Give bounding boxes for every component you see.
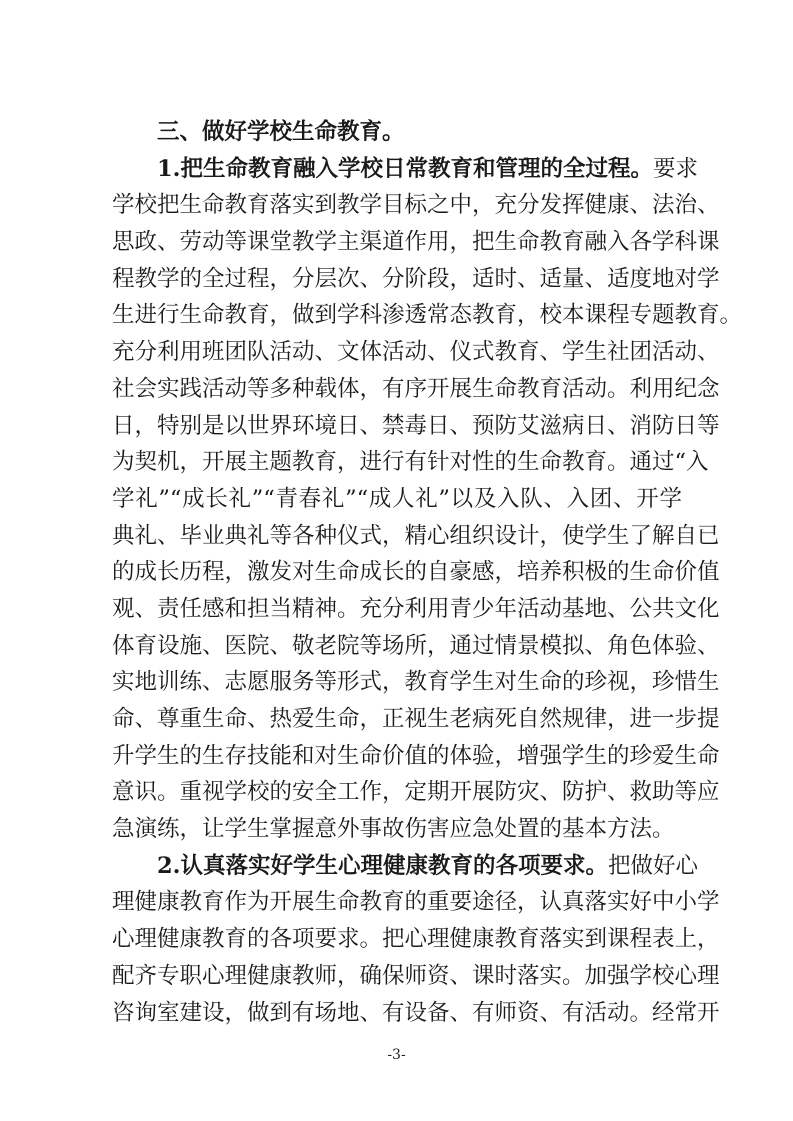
subsection-2-title: 2.认真落实好学生心理健康教育的各项要求。 — [157, 852, 608, 879]
paragraph-1-line: 日，特别是以世界环境日、禁毒日、预防艾滋病日、消防日等 — [112, 412, 720, 439]
paragraph-2-line: 理健康教育作为开展生命教育的重要途径，认真落实好中小学 — [112, 889, 720, 916]
section-heading: 三、做好学校生命教育。 — [157, 119, 405, 145]
paragraph-1-line: 充分利用班团队活动、文体活动、仪式教育、学生社团活动、 — [112, 339, 720, 366]
paragraph-1-line: 意识。重视学校的安全工作，定期开展防灾、防护、救助等应 — [112, 779, 720, 806]
paragraph-1-line: 的成长历程，激发对生命成长的自豪感，培养积极的生命价值 — [112, 559, 720, 586]
paragraph-1-line: 体育设施、医院、敬老院等场所，通过情景模拟、角色体验、 — [112, 632, 720, 659]
paragraph-2-line: 咨询室建设，做到有场地、有设备、有师资、有活动。经常开 — [112, 999, 720, 1026]
paragraph-2-line: 配齐专职心理健康教师，确保师资、课时落实。加强学校心理 — [112, 962, 720, 989]
paragraph-1-line: 思政、劳动等课堂教学主渠道作用，把生命教育融入各学科课 — [112, 229, 720, 256]
paragraph-1-line: 观、责任感和担当精神。充分利用青少年活动基地、公共文化 — [112, 595, 720, 622]
paragraph-1-line: 生进行生命教育，做到学科渗透常态教育，校本课程专题教育。 — [112, 302, 743, 329]
paragraph-2-first-line — [112, 848, 699, 885]
paragraph-1-first-tail: 要求 — [653, 155, 699, 182]
paragraph-1-line: 社会实践活动等多种载体，有序开展生命教育活动。利用纪念 — [112, 375, 720, 402]
paragraph-1-first-line — [112, 151, 699, 188]
paragraph-2-first-tail: 把做好心 — [608, 852, 699, 879]
paragraph-1-line: 程教学的全过程，分层次、分阶段，适时、适量、适度地对学 — [112, 265, 720, 292]
paragraph-1-line: 为契机，开展主题教育，进行有针对性的生命教育。通过“入 — [112, 449, 709, 476]
subsection-1-title: 1.把生命教育融入学校日常教育和管理的全过程。 — [157, 155, 653, 182]
paragraph-1-line: 急演练，让学生掌握意外事故伤害应急处置的基本方法。 — [112, 816, 675, 843]
paragraph-1-line: 典礼、毕业典礼等各种仪式，精心组织设计，使学生了解自已 — [112, 522, 720, 549]
page-number: -3- — [387, 1047, 406, 1063]
paragraph-1-line: 学礼”“成长礼”“青春礼”“成人礼”以及入队、入团、开学 — [112, 485, 682, 512]
paragraph-1-line: 升学生的生存技能和对生命价值的体验，增强学生的珍爱生命 — [112, 742, 720, 769]
paragraph-1-line: 实地训练、志愿服务等形式，教育学生对生命的珍视，珍惜生 — [112, 669, 720, 696]
paragraph-2-line: 心理健康教育的各项要求。把心理健康教育落实到课程表上， — [112, 926, 720, 953]
paragraph-1-line: 学校把生命教育落实到教学目标之中，充分发挥健康、法治、 — [112, 192, 720, 219]
paragraph-1-line: 命、尊重生命、热爱生命，正视生老病死自然规律，进一步提 — [112, 706, 720, 732]
body-text — [112, 114, 743, 1031]
